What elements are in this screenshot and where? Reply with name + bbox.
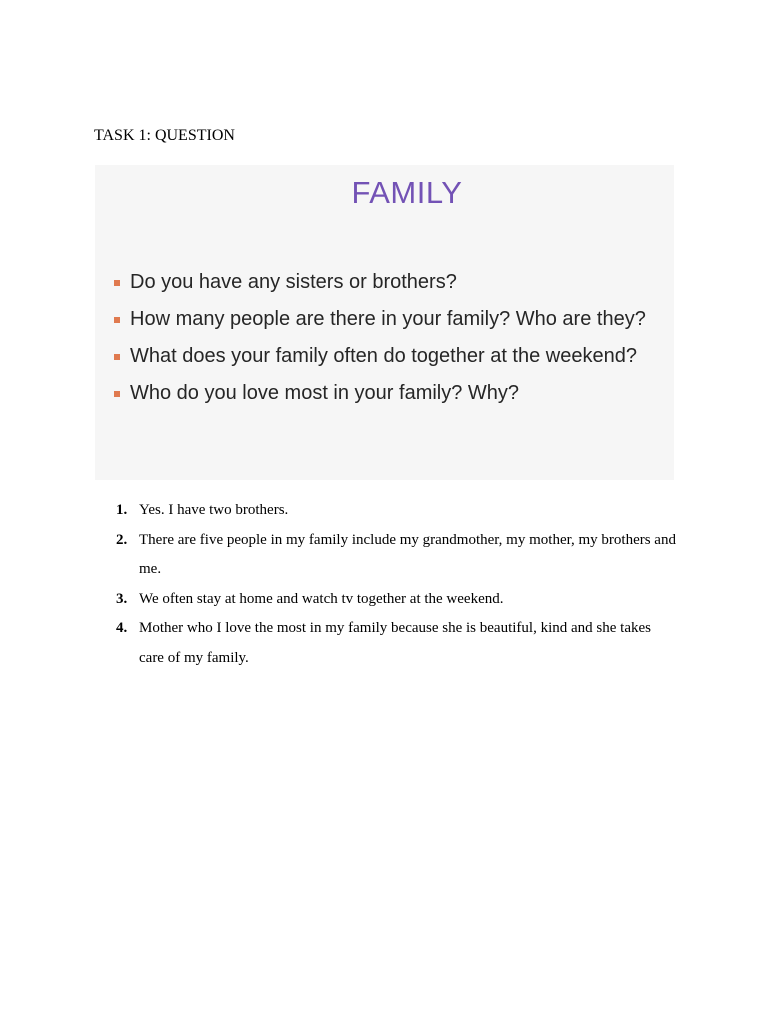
- answer-text: Yes. I have two brothers.: [139, 502, 289, 518]
- question-text: Who do you love most in your family? Why?: [130, 382, 520, 404]
- answer-item: [116, 614, 676, 673]
- question-item: [112, 270, 667, 295]
- family-slide-image: [95, 165, 674, 480]
- square-bullet-icon: [114, 354, 120, 360]
- answer-number: 2.: [116, 531, 128, 548]
- question-text: How many people are there in your family? Who are they?: [130, 308, 646, 330]
- question-list: [112, 270, 667, 418]
- question-text: Do you have any sisters or brothers?: [130, 271, 457, 293]
- question-item: [112, 307, 667, 332]
- answer-item: [116, 585, 676, 615]
- square-bullet-icon: [114, 391, 120, 397]
- task-heading: TASK 1: QUESTION: [94, 127, 235, 144]
- answer-number: 1.: [116, 502, 128, 518]
- answer-number: 3.: [116, 590, 128, 607]
- answer-text: There are five people in my family include my grandmother, my mother, my brothers and me.: [139, 531, 676, 577]
- answer-list: [116, 496, 676, 673]
- slide-title: FAMILY: [351, 175, 463, 210]
- answer-item: [116, 496, 676, 526]
- answer-item: [116, 526, 676, 585]
- answer-number: 4.: [116, 620, 128, 636]
- question-text: What does your family often do together at the weekend?: [130, 345, 637, 367]
- question-item: [112, 344, 667, 369]
- question-item: [112, 381, 667, 406]
- answer-text: Mother who I love the most in my family because she is beautiful, kind and she takes care of my family.: [139, 620, 651, 666]
- square-bullet-icon: [114, 317, 120, 323]
- answer-text: We often stay at home and watch tv together at the weekend.: [139, 590, 504, 607]
- square-bullet-icon: [114, 280, 120, 286]
